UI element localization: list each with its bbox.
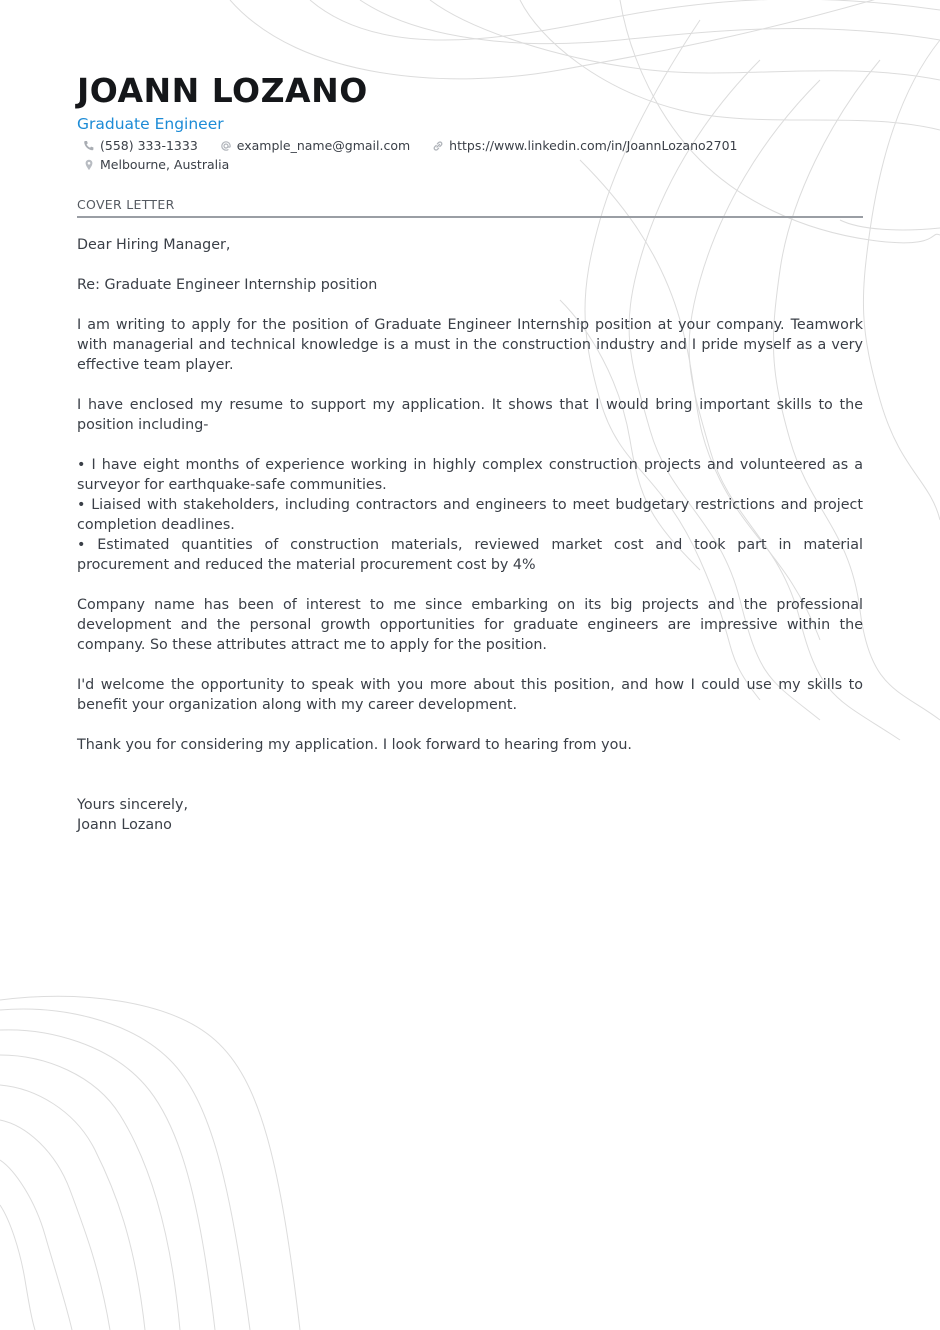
- paragraph: I'd welcome the opportunity to speak with you more about this position, and how I could use my skills to benefit your organization along with my career development.: [77, 677, 863, 713]
- contact-row-secondary: [77, 156, 245, 174]
- signature-name: Joann Lozano: [77, 817, 172, 833]
- subject-line: Re: Graduate Engineer Internship position: [77, 277, 378, 293]
- email-link[interactable]: example_name@gmail.com: [236, 138, 411, 153]
- applicant-name: JOANN LOZANO: [77, 71, 368, 110]
- paragraph: Thank you for considering my application. I look forward to hearing from you.: [77, 737, 632, 753]
- signoff: Yours sincerely,: [77, 797, 188, 813]
- phone-number: (558) 333-1333: [100, 138, 198, 153]
- section-title: COVER LETTER: [77, 196, 863, 218]
- contact-phone: [77, 137, 198, 155]
- location-pin-icon: [82, 158, 96, 172]
- location-text: Melbourne, Australia: [100, 157, 230, 172]
- letter-body: [77, 235, 863, 835]
- bullet-item: • Estimated quantities of construction materials, reviewed market cost and took part in material procurement and reduced the material procurement cost by 4%: [77, 537, 863, 573]
- paragraph: I am writing to apply for the position of Graduate Engineer Internship position at your company. Teamwork with managerial and technical knowledge is a must in the construction industry and I pride myself as a very effective team player.: [77, 317, 863, 373]
- contact-row-primary: [77, 137, 753, 155]
- paragraph: Company name has been of interest to me since embarking on its big projects and the professional development and the personal growth opportunities for graduate engineers are impressive within the company. So these attributes attract me to apply for the position.: [77, 597, 863, 653]
- bullet-item: • I have eight months of experience working in highly complex construction projects and volunteered as a surveyor for earthquake-safe communities.: [77, 457, 863, 493]
- phone-icon: [82, 139, 96, 153]
- contact-linkedin: [426, 137, 737, 155]
- paragraph: I have enclosed my resume to support my application. It shows that I would bring important skills to the position including-: [77, 397, 863, 433]
- closing: [77, 795, 863, 835]
- linkedin-link[interactable]: https://www.linkedin.com/in/JoannLozano2701: [449, 138, 738, 153]
- salutation: Dear Hiring Manager,: [77, 237, 231, 253]
- at-icon: [219, 139, 233, 153]
- contact-email: [214, 137, 410, 155]
- link-icon: [431, 139, 445, 153]
- bullet-item: • Liaised with stakeholders, including contractors and engineers to meet budgetary restrictions and project completion deadlines.: [77, 497, 863, 533]
- contact-location: [77, 156, 229, 174]
- job-title: Graduate Engineer: [77, 115, 224, 133]
- skills-bullet-list: [77, 455, 863, 575]
